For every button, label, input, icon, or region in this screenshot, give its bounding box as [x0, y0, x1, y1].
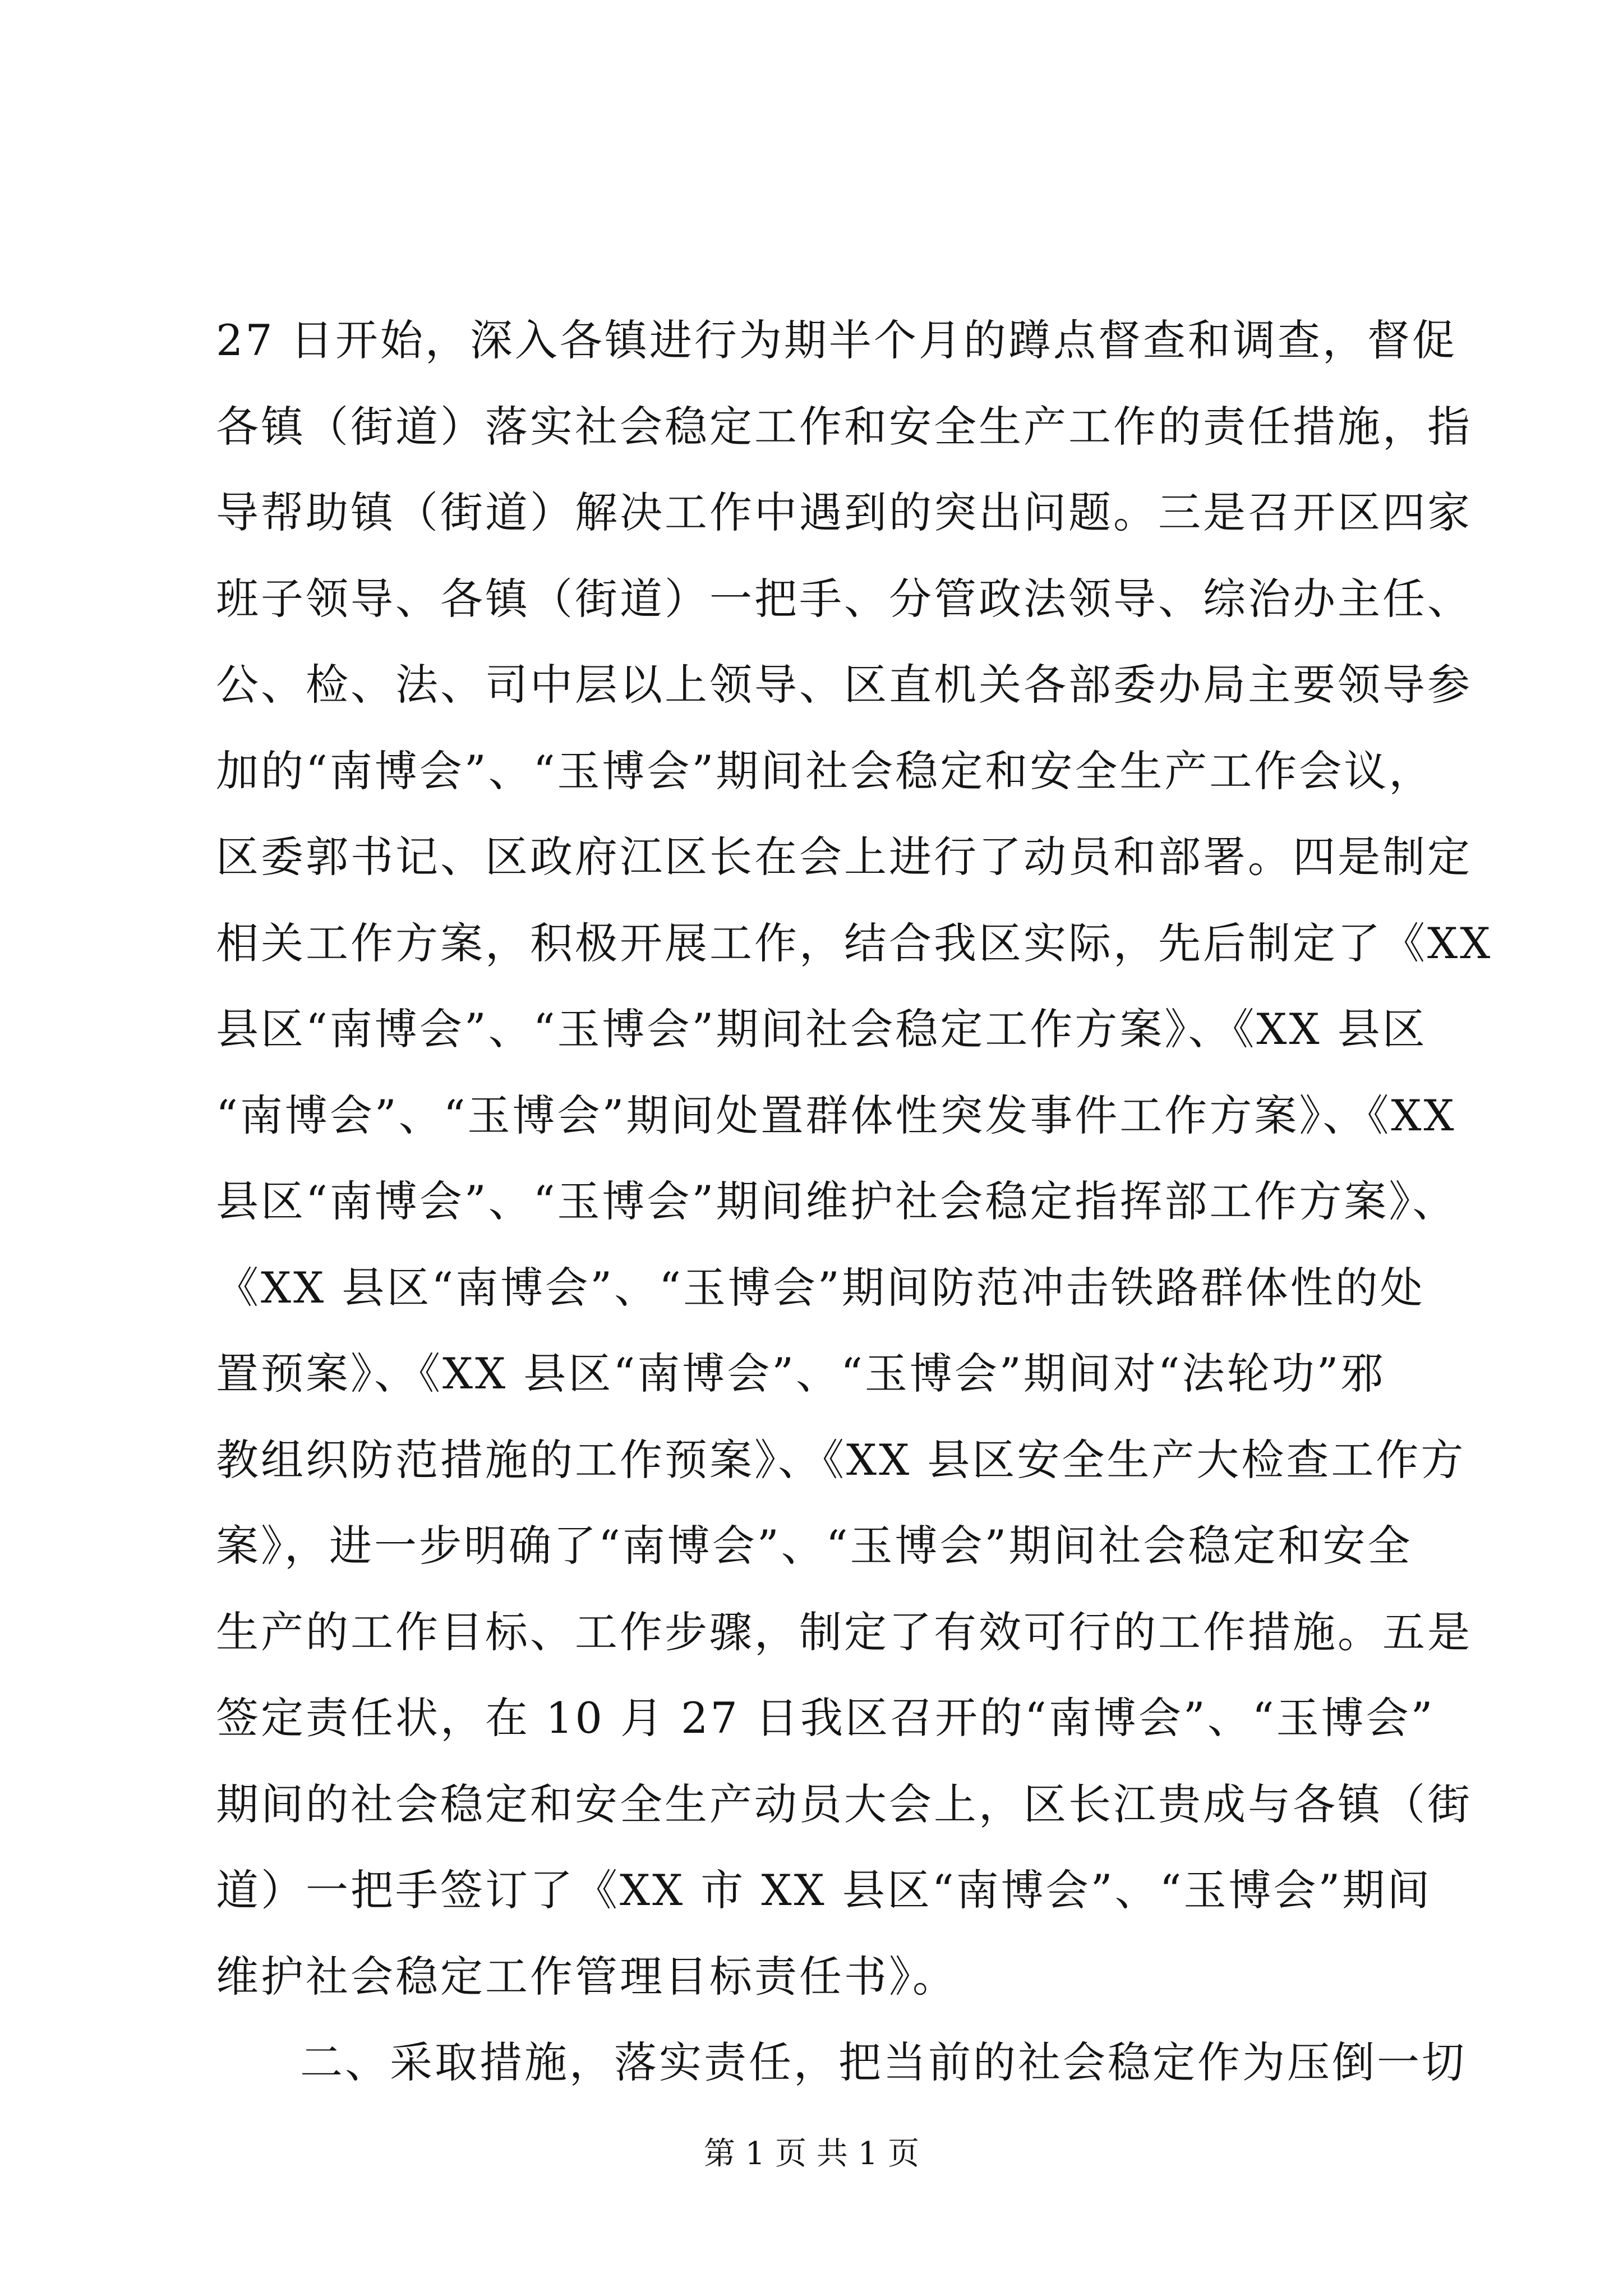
text-line: 期间的社会稳定和安全生产动员大会上，区长江贵成与各镇（街	[216, 1779, 1472, 1829]
text-line: 案》，进一步明确了“南博会”、“玉博会”期间社会稳定和安全	[216, 1521, 1413, 1571]
text-line: 导帮助镇（街道）解决工作中遇到的突出问题。三是召开区四家	[216, 487, 1472, 537]
text-line: 县区“南博会”、“玉博会”期间社会稳定工作方案》、《XX 县区	[216, 1004, 1427, 1054]
text-line: “南博会”、“玉博会”期间处置群体性突发事件工作方案》、《XX	[216, 1090, 1456, 1140]
text-line: 相关工作方案，积极开展工作，结合我区实际，先后制定了《XX	[216, 918, 1493, 968]
text-line: 生产的工作目标、工作步骤，制定了有效可行的工作措施。五是	[216, 1607, 1472, 1657]
text-line: 县区“南博会”、“玉博会”期间维护社会稳定指挥部工作方案》、	[216, 1176, 1458, 1226]
page-footer	[0, 2134, 1623, 2174]
text-line: 教组织防范措施的工作预案》、《XX 县区安全生产大检查工作方	[216, 1434, 1466, 1485]
text-line: 置预案》、《XX 县区“南博会”、“玉博会”期间对“法轮功”邪	[216, 1349, 1386, 1398]
text-line: 班子领导、各镇（街道）一把手、分管政法领导、综治办主任、	[216, 573, 1472, 624]
page-number: 第 1 页 共 1 页	[703, 2136, 920, 2172]
text-line: 加的“南博会”、“玉博会”期间社会稳定和安全生产工作会议，	[216, 746, 1434, 796]
text-line: 道）一把手签订了《XX 市 XX 县区“南博会”、“玉博会”期间	[216, 1865, 1432, 1915]
text-line: 各镇（街道）落实社会稳定工作和安全生产工作的责任措施，指	[216, 401, 1472, 452]
body-text	[216, 297, 1493, 2106]
text-line: 公、检、法、司中层以上领导、区直机关各部委办局主要领导参	[216, 660, 1472, 710]
text-line: 区委郭书记、区政府江区长在会上进行了动员和部署。四是制定	[216, 832, 1472, 882]
section-heading: 二、采取措施，落实责任，把当前的社会稳定作为压倒一切	[300, 2037, 1467, 2087]
text-line: 27 日开始，深入各镇进行为期半个月的蹲点督查和调查，督促	[216, 315, 1457, 365]
text-line: 《XX 县区“南博会”、“玉博会”期间防范冲击铁路群体性的处	[216, 1262, 1425, 1313]
text-line: 维护社会稳定工作管理目标责任书》。	[216, 1951, 957, 2001]
text-line: 签定责任状，在 10 月 27 日我区召开的“南博会”、“玉博会”	[216, 1693, 1435, 1743]
